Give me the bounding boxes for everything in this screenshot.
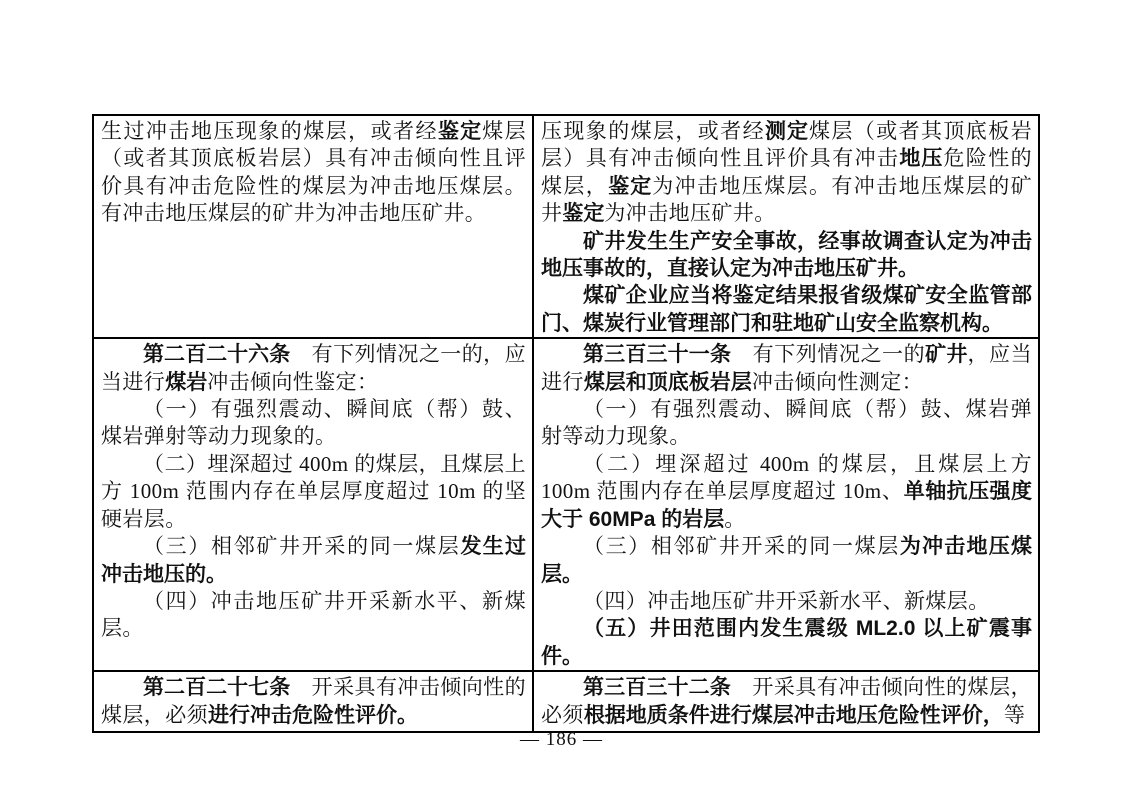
page-number: — 186 —: [520, 729, 603, 750]
body-text: 开采具有冲击倾向性的煤层，必须: [101, 675, 526, 727]
paragraph: [541, 282, 1032, 337]
comparison-table: [92, 114, 1040, 733]
body-text: （三）相邻矿井开采的同一煤层: [583, 534, 900, 559]
emphasis-text: 煤岩: [165, 370, 208, 394]
paragraph: [101, 451, 526, 533]
paragraph: [541, 615, 1032, 670]
body-text: （二）埋深超过 400m 的煤层，且煤层上方 100m 范围内存在单层厚度超过 10m、: [541, 451, 1032, 504]
body-text: 等: [1003, 702, 1026, 727]
body-text: 为冲击地压煤层。有冲击地压煤层的矿井: [541, 173, 1032, 226]
body-text: 冲击倾向性测定：: [751, 369, 924, 394]
body-text: （四）冲击地压矿井开采新水平、新煤层。: [101, 588, 526, 641]
emphasis-text: 煤矿企业应当将鉴定结果报省级煤矿安全监管部门、煤炭行业管理部门和驻地矿山安全监察机构。: [541, 284, 1032, 335]
paragraph: [541, 588, 1032, 615]
emphasis-text: 第三百三十一条: [583, 343, 732, 367]
emphasis-text: 测定: [765, 120, 809, 143]
body-text: 生过冲击地压现象的煤层，或者经: [101, 119, 438, 143]
emphasis-text: 发生过冲击地压的。: [101, 535, 527, 586]
body-text: 煤层（或者其顶底板岩层）具有冲击倾向性且评价具有冲击危险性的煤层为冲击地压煤层。有冲击地压煤层的矿井为冲击地压矿井。: [101, 119, 527, 226]
paragraph: [541, 228, 1032, 283]
paragraph: [101, 533, 526, 588]
paragraph: [541, 396, 1032, 451]
paragraph: [101, 341, 526, 396]
table-cell-row1-left: [93, 115, 533, 338]
table-cell-row2-right: [533, 338, 1039, 671]
emphasis-text: 第二百二十七条: [143, 676, 291, 700]
body-text: 冲击倾向性鉴定：: [207, 369, 379, 394]
emphasis-text: 根据地质条件进行煤层冲击地压危险性评价，: [583, 703, 1004, 727]
paragraph: [541, 674, 1032, 729]
emphasis-text: 鉴定: [608, 174, 653, 198]
emphasis-text: 第二百二十六条: [143, 343, 291, 367]
emphasis-text: 鉴定: [562, 202, 605, 226]
body-text: （一）有强烈震动、瞬间底（帮）鼓、煤岩弹射等动力现象。: [541, 397, 1032, 449]
paragraph: [101, 588, 526, 643]
table-cell-row3-right: [533, 671, 1039, 732]
body-text: 危险性的煤层，: [541, 146, 1032, 198]
body-text: （一）有强烈震动、瞬间底（帮）鼓、煤岩弹射等动力现象的。: [101, 397, 526, 449]
body-text: （四）冲击地压矿井开采新水平、新煤层。: [583, 588, 990, 613]
paragraph: [541, 341, 1032, 396]
emphasis-text: 矿井发生生产安全事故，经事故调查认定为冲击地压事故的，直接认定为冲击地压矿井。: [541, 229, 1032, 281]
paragraph: [101, 396, 526, 451]
emphasis-text: （五）井田范围内发生震级 ML2.0 以上矿震事件。: [541, 617, 1032, 668]
paragraph: [101, 674, 526, 729]
paragraph: [101, 118, 526, 228]
body-text: （三）相邻矿井开采的同一煤层: [143, 534, 461, 559]
body-text: 为冲击地压矿井。: [604, 201, 776, 226]
body-text: ，应当进行: [541, 342, 1033, 394]
emphasis-text: 进行冲击危险性评价。: [208, 703, 418, 727]
emphasis-text: 为冲击地压煤层。: [541, 535, 1032, 586]
body-text: 煤层（或者其顶底板岩层）具有冲击倾向性且评价具有冲击: [541, 119, 1032, 171]
paragraph: [541, 451, 1032, 533]
body-text: 有下列情况之一的: [731, 342, 926, 367]
table-cell-row1-right: [533, 115, 1039, 338]
emphasis-text: 煤层和顶底板岩层: [583, 370, 752, 394]
emphasis-text: 地压: [899, 147, 944, 171]
body-text: 开采具有冲击倾向性的煤层，必须: [541, 675, 1032, 727]
body-text: 压现象的煤层，或者经: [541, 119, 765, 143]
paragraph: [541, 533, 1032, 588]
emphasis-text: 第三百三十二条: [583, 676, 731, 700]
paragraph: [541, 118, 1032, 228]
table-cell-row2-left: [93, 338, 533, 671]
body-text: 。: [724, 506, 746, 531]
table-cell-row3-left: [93, 671, 533, 732]
emphasis-text: 矿井: [925, 343, 968, 367]
body-text: （二）埋深超过 400m 的煤层，且煤层上方 100m 范围内存在单层厚度超过 10m 的坚硬岩层。: [101, 451, 526, 531]
body-text: 有下列情况之一的，应当进行: [101, 342, 526, 394]
emphasis-text: 单轴抗压强度大于 60MPa 的岩层: [541, 480, 1032, 531]
emphasis-text: 鉴定: [438, 120, 483, 143]
